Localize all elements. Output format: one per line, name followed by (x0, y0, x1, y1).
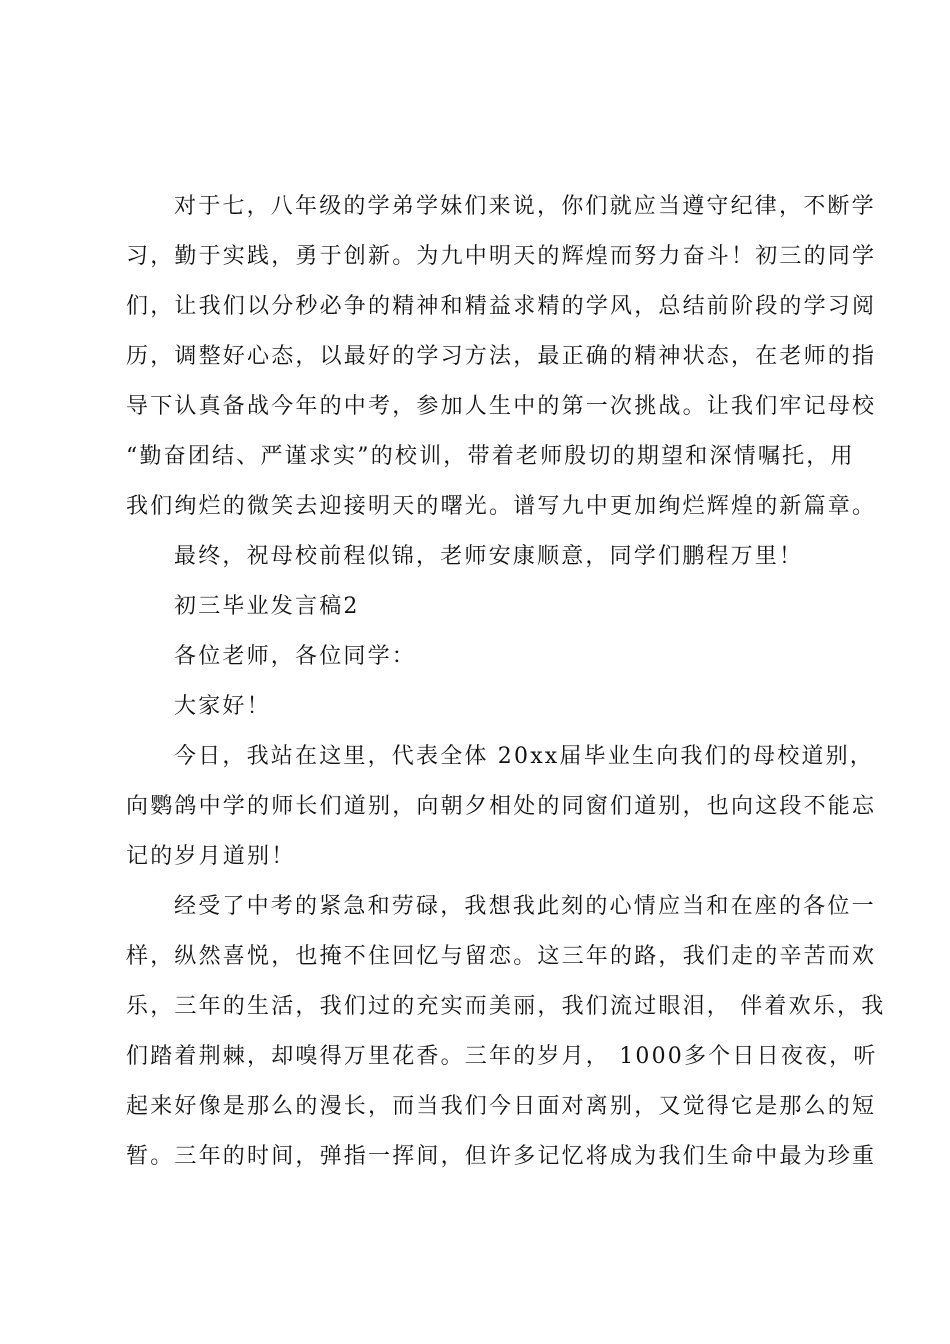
paragraph-line: 习，勤于实践，勇于创新。为九中明天的辉煌而努力奋斗！初三的同学 (126, 244, 877, 269)
paragraph-line: 对于七，八年级的学弟学妹们来说，你们就应当遵守纪律，不断学 (174, 194, 876, 219)
greeting: 大家好！ (174, 694, 271, 719)
paragraph-line: 起来好像是那么的漫长，而当我们今日面对离别，又觉得它是那么的短 (126, 1094, 877, 1119)
paragraph-line: 向鹦鸽中学的师长们道别，向朝夕相处的同窗们道别，也向这段不能忘 (126, 794, 877, 819)
paragraph-line: 暂。三年的时间，弹指一挥间，但许多记忆将成为我们生命中最为珍重 (126, 1144, 877, 1169)
paragraph-line: 们，让我们以分秒必争的精神和精益求精的学风，总结前阶段的学习阅 (126, 294, 877, 319)
paragraph-line: 们踏着荆棘，却嗅得万里花香。三年的岁月， 1000多个日日夜夜，听 (126, 1044, 878, 1069)
paragraph-line: 记的岁月道别！ (126, 844, 296, 869)
paragraph-line: 导下认真备战今年的中考，参加人生中的第一次挑战。让我们牢记母校 (126, 394, 877, 419)
paragraph-line: 我们绚烂的微笑去迎接明天的曙光。谱写九中更加绚烂辉煌的新篇章。 (126, 494, 877, 519)
salutation: 各位老师，各位同学： (174, 644, 417, 669)
section-title: 初三毕业发言稿2 (174, 594, 360, 619)
paragraph-line: “勤奋团结、严谨求实”的校训，带着老师殷切的期望和深情嘱托，用 (126, 444, 855, 469)
paragraph-line: 最终，祝母校前程似锦，老师安康顺意，同学们鹏程万里！ (174, 544, 804, 569)
paragraph-line: 样，纵然喜悦，也掩不住回忆与留恋。这三年的路，我们走的辛苦而欢 (126, 944, 877, 969)
paragraph-line: 乐，三年的生活，我们过的充实而美丽，我们流过眼泪， 伴着欢乐，我 (126, 994, 886, 1019)
paragraph-line: 经受了中考的紧急和劳碌，我想我此刻的心情应当和在座的各位一 (174, 894, 876, 919)
paragraph-line: 今日，我站在这里，代表全体 20xx届毕业生向我们的母校道别， (174, 744, 875, 769)
paragraph-line: 历，调整好心态，以最好的学习方法，最正确的精神状态，在老师的指 (126, 344, 877, 369)
